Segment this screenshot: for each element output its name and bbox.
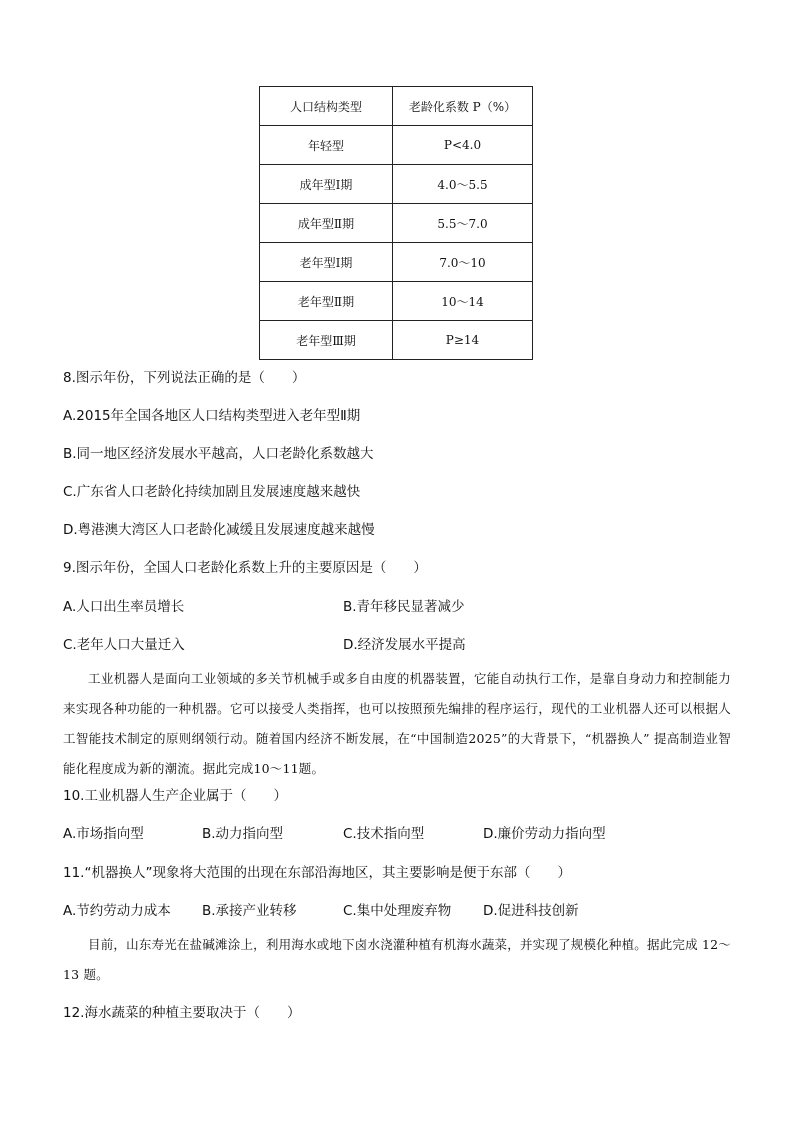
question-9-option-b: B.青年移民显著减少 <box>343 599 465 615</box>
table-cell: 年轻型 <box>260 126 393 165</box>
question-8-stem: 8.图示年份，下列说法正确的是（ ） <box>63 370 306 386</box>
table-cell: P≥14 <box>393 321 533 360</box>
passage-industrial-robots: 工业机器人是面向工业领域的多关节机械手或多自由度的机器装置，它能自动执行工作，是靠自身动力和控制能力来实现各种功能的一种机器。它可以接受人类指挥，也可以按照预先编排的程序运行，现代的工业机器人还可以根据人工智能技术制定的原则纲领行动。随着国内经济不断发展，在“中国制造2025”的大背景下，“机器换人” 提高制造业智能化程度成为新的潮流。据此完成10～11题。 <box>63 671 731 776</box>
table-cell: 老年型Ⅰ期 <box>260 243 393 282</box>
table-cell: P<4.0 <box>393 126 533 165</box>
question-11-option-d: D.促进科技创新 <box>483 903 579 919</box>
aging-coefficient-table <box>259 86 533 360</box>
table-cell: 老年型Ⅱ期 <box>260 282 393 321</box>
table-row <box>260 126 533 165</box>
table-row <box>260 243 533 282</box>
table-cell: 老年型Ⅲ期 <box>260 321 393 360</box>
question-9-option-d: D.经济发展水平提高 <box>343 637 466 653</box>
question-10-option-b: B.动力指向型 <box>202 826 284 842</box>
table-header-cell: 人口结构类型 <box>260 87 393 126</box>
table-cell: 成年型Ⅰ期 <box>260 165 393 204</box>
table-cell: 4.0～5.5 <box>393 165 533 204</box>
table-row <box>260 204 533 243</box>
question-11-stem: 11.“机器换人”现象将大范围的出现在东部沿海地区，其主要影响是便于东部（ ） <box>63 865 571 881</box>
question-9-stem: 9.图示年份，全国人口老龄化系数上升的主要原因是（ ） <box>63 560 427 576</box>
question-10-option-c: C.技术指向型 <box>343 826 425 842</box>
question-8-option-b: B.同一地区经济发展水平越高，人口老龄化系数越大 <box>63 446 374 462</box>
passage-sea-vegetables: 目前，山东寿光在盐碱滩涂上，利用海水或地下卤水浇灌种植有机海水蔬菜，并实现了规模化种植。据此完成 12～13 题。 <box>63 937 731 982</box>
question-10-option-a: A.市场指向型 <box>63 826 144 842</box>
question-12-stem: 12.海水蔬菜的种植主要取决于（ ） <box>63 1005 301 1021</box>
table-cell: 7.0～10 <box>393 243 533 282</box>
table-row <box>260 282 533 321</box>
table-row <box>260 165 533 204</box>
question-9-option-c: C.老年人口大量迁入 <box>63 637 185 653</box>
question-10-stem: 10.工业机器人生产企业属于（ ） <box>63 788 287 804</box>
table-header-row <box>260 87 533 126</box>
aging-coefficient-table-container <box>259 86 533 360</box>
question-9-option-a: A.人口出生率员增长 <box>63 599 185 615</box>
table-cell: 成年型Ⅱ期 <box>260 204 393 243</box>
table-cell: 10～14 <box>393 282 533 321</box>
table-row <box>260 321 533 360</box>
question-10-option-d: D.廉价劳动力指向型 <box>483 826 606 842</box>
question-11-option-a: A.节约劳动力成本 <box>63 903 171 919</box>
question-11-option-b: B.承接产业转移 <box>202 903 297 919</box>
question-8-option-a: A.2015年全国各地区人口结构类型进入老年型Ⅱ期 <box>63 408 361 424</box>
table-header-cell: 老龄化系数 P（%） <box>393 87 533 126</box>
question-8-option-c: C.广东省人口老龄化持续加剧且发展速度越来越快 <box>63 484 361 500</box>
question-8-option-d: D.粤港澳大湾区人口老龄化减缓且发展速度越来越慢 <box>63 522 375 538</box>
table-cell: 5.5～7.0 <box>393 204 533 243</box>
question-11-option-c: C.集中处理废弃物 <box>343 903 452 919</box>
